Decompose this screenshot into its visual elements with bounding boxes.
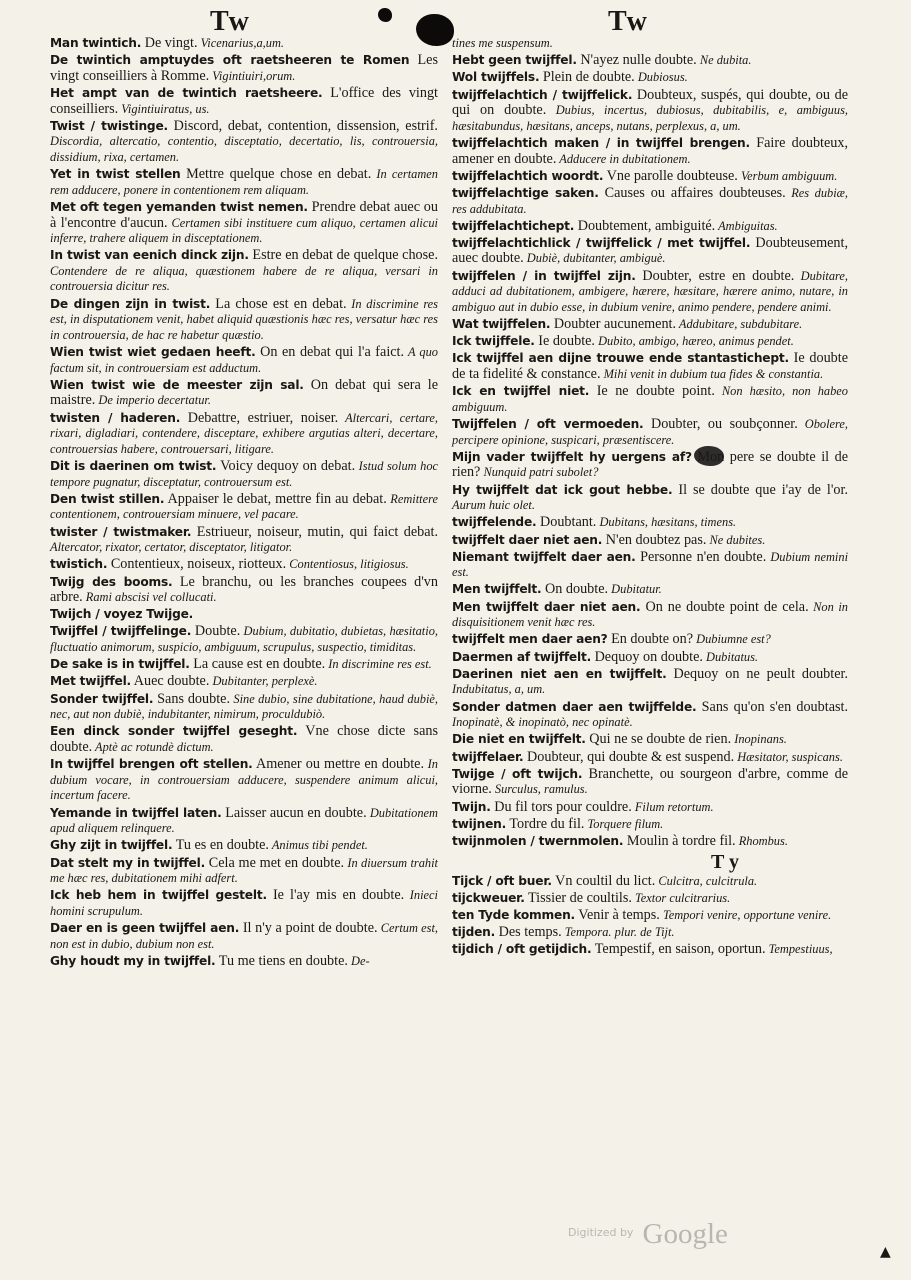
dictionary-entry — [452, 908, 848, 924]
page-header — [0, 6, 911, 40]
entry-headword: Daermen af twijffelt. — [452, 649, 592, 664]
entry-french: Voicy dequoy on debat. — [216, 457, 356, 474]
entry-latin: Tempora. plur. de Tijt. — [561, 925, 675, 940]
dictionary-entry — [452, 269, 848, 316]
dictionary-entry — [50, 888, 438, 919]
entry-headword: De twintich amptuydes oft raetsheeren te Romen — [50, 53, 410, 68]
entry-headword: Daerinen niet aen en twijffelt. — [452, 666, 667, 681]
entry-headword: Twijffelen / oft vermoeden. — [452, 416, 644, 431]
entry-latin: Dubitans, hæsitans, timens. — [596, 515, 737, 530]
entry-latin: Dubium nemini est. — [452, 549, 849, 580]
entry-french: Doubte. — [191, 623, 241, 640]
entry-latin: Verbum ambiguum. — [737, 168, 838, 183]
dictionary-entry — [452, 834, 848, 850]
entry-headword: Ick heb hem in twijffel gestelt. — [50, 888, 267, 903]
dictionary-entry — [452, 450, 848, 481]
entry-french: Doubter, ou soubçonner. — [643, 415, 798, 432]
entry-french: Vne chose dicte sans doubte. — [50, 723, 438, 755]
entry-latin: A quo factum sit, in controuersiam est adductum. — [50, 345, 439, 375]
entry-french: La cause est en doubte. — [189, 656, 326, 673]
entry-latin: Dubito, ambigo, hæreo, animus pendet. — [594, 334, 794, 349]
running-head-left: Tw — [210, 6, 251, 37]
entry-headword: ten Tyde kommen. — [452, 907, 575, 922]
entry-french: Ie doubte de ta fidelité & constance. — [452, 350, 849, 382]
entry-headword: De sake is in twijffel. — [50, 657, 190, 672]
entry-french: Tu me tiens en doubte. — [215, 952, 348, 969]
entry-french: Sans doubte. — [153, 690, 230, 707]
entry-latin: Dubitatus. — [702, 649, 759, 664]
dictionary-entry — [50, 575, 438, 606]
entry-latin: Istud solum hoc tempore pugnatur, disceptatur, controuersum est. — [50, 458, 439, 489]
entry-headword: Tijck / oft buer. — [452, 873, 552, 888]
entry-french: Ie doubte. — [534, 333, 595, 350]
entry-headword: De dingen zijn in twist. — [50, 296, 211, 311]
entry-french: Causes ou affaires doubteuses. — [598, 184, 786, 201]
entry-headword: twijffelt daer niet aen. — [452, 532, 603, 547]
entry-headword: twijffelende. — [452, 515, 537, 530]
entry-headword: Sonder datmen daer aen twijffelde. — [452, 699, 697, 714]
entry-french: Personne n'en doubte. — [635, 548, 767, 565]
entry-french: Ie ne doubte point. — [589, 383, 715, 400]
dictionary-entry — [50, 674, 438, 690]
entry-latin: Aurum huic olet. — [452, 498, 535, 513]
entry-french: Moulin à tordre fil. — [623, 832, 736, 849]
entry-french: Auec doubte. — [130, 673, 210, 690]
entry-latin: Vigintiuiratus, us. — [118, 101, 210, 116]
entry-french: Doubteux, suspés, qui doubte, ou de qui on doubte. — [452, 86, 848, 119]
entry-latin: Dubiosus. — [634, 70, 688, 85]
entry-headword: Twijge / oft twijch. — [452, 766, 583, 781]
entry-headword: In twijffel brengen oft stellen. — [50, 757, 253, 772]
entry-headword: twijffelachtich maken / in twijffel brengen. — [452, 135, 750, 150]
dictionary-entry — [452, 632, 848, 648]
entry-latin: Dubiumne est? — [693, 632, 771, 647]
entry-latin: Dubium, dubitatio, dubietas, hæsitatio, fluctuatio animorum, suspicio, ambiguum, scrupulus, suspectio, timiditas. — [50, 624, 438, 655]
dictionary-entry — [50, 86, 438, 117]
entry-headword: Met oft tegen yemanden twist nemen. — [50, 199, 308, 214]
watermark-digitized-by: Digitized by — [568, 1226, 634, 1239]
entry-headword: Hy twijffelt dat ick gout hebbe. — [452, 482, 673, 497]
entry-headword: Ghy houdt my in twijffel. — [50, 953, 216, 968]
entry-latin: Dubitanter, perplexè. — [209, 674, 318, 689]
entry-latin: In certamen rem adducere, ponere in contentionem rem aliquam. — [50, 167, 438, 197]
entry-latin: Res dubiæ, res addubitata. — [452, 185, 849, 216]
entry-french: Appaiser le debat, mettre fin au debat. — [164, 490, 387, 507]
entry-french: Faire doubteux, amener en doubte. — [452, 134, 849, 167]
entry-headword: twijffelaer. — [452, 749, 524, 764]
entry-latin: In diuersum trahit me hæc res, dubitationem mihi adfert. — [50, 855, 438, 886]
entry-french: Sans qu'on s'en doubtast. — [696, 698, 848, 715]
entry-latin: Indubitatus, a, um. — [452, 682, 546, 697]
entry-latin: Discordia, altercatio, contentio, disceptatio, decertatio, lis, controuersia, dissidium, rixa, certamen. — [50, 134, 438, 164]
entry-headword: twijffelen / in twijffel zijn. — [452, 268, 636, 283]
dictionary-entry — [50, 692, 438, 723]
entry-french: Contentieux, noiseux, riotteux. — [107, 556, 287, 573]
entry-headword: twijnen. — [452, 816, 507, 831]
entry-latin: Contendere de re aliqua, quæstionem habere de re aliqua, versari in controuersia dicitur res. — [50, 263, 438, 294]
right-column-bottom-entries — [452, 874, 848, 958]
entry-headword: Den twist stillen. — [50, 491, 165, 506]
entry-headword: Mijn vader twijffelt hy uergens af? — [452, 449, 692, 464]
entry-french: Il se doubte que i'ay de l'or. — [672, 481, 848, 498]
entry-headword: Twijn. — [452, 799, 491, 814]
entry-latin: De imperio decertatur. — [95, 393, 211, 408]
entry-headword: twijnmolen / twernmolen. — [452, 833, 624, 848]
entry-french: Tissier de coultils. — [524, 889, 632, 906]
dictionary-entry — [452, 186, 848, 217]
dictionary-entry — [452, 417, 848, 448]
entry-headword: Sonder twijffel. — [50, 691, 154, 706]
entry-headword: Die niet en twijffelt. — [452, 732, 586, 747]
dictionary-entry — [452, 874, 848, 890]
digitized-watermark — [568, 1218, 728, 1251]
entry-headword: twister / twistmaker. — [50, 524, 192, 539]
dictionary-entry — [50, 724, 438, 755]
entry-headword: Dat stelt my in twijffel. — [50, 855, 206, 870]
entry-latin: Dubitatur. — [608, 582, 662, 597]
entry-headword: Yet in twist stellen — [50, 167, 181, 182]
entry-latin: Nunquid patri subolet? — [480, 465, 599, 480]
dictionary-entry — [452, 384, 848, 415]
dictionary-entry — [452, 750, 848, 766]
entry-french: Doubtant. — [536, 514, 597, 531]
dictionary-entry — [452, 582, 848, 598]
entry-french: Mettre quelque chose en debat. — [180, 166, 372, 183]
left-column — [50, 36, 438, 971]
entry-latin: Non in disquisitionem venit hæc res. — [452, 599, 848, 630]
entry-latin: Certamen sibi instituere cum aliquo, certamen alicui inferre, trahere aliquem in disceptationem. — [50, 215, 438, 246]
entry-latin: Torquere filum. — [584, 816, 664, 831]
dictionary-entry — [50, 856, 438, 887]
dictionary-entry — [452, 70, 848, 86]
entry-french: Estriueur, noiseur, mutin, qui faict debat. — [191, 523, 438, 540]
entry-french: Vn coultil du lict. — [551, 872, 656, 889]
entry-headword: Wien twist wiet gedaen heeft. — [50, 345, 256, 360]
entry-latin: Textor culcitrarius. — [631, 890, 731, 905]
watermark-google-logo: Google — [642, 1218, 728, 1250]
dictionary-entry — [50, 36, 438, 52]
entry-headword: twijffelt men daer aen? — [452, 632, 608, 647]
entry-french: Dequoy on ne peult doubter. — [666, 665, 849, 682]
dictionary-entry — [50, 459, 438, 490]
entry-headword: twistich. — [50, 557, 108, 572]
entry-headword: tijdich / oft getijdich. — [452, 942, 592, 957]
entry-latin: Vicenarius,a,um. — [197, 36, 285, 50]
dictionary-entry — [452, 732, 848, 748]
entry-french: Doubter, estre en doubte. — [635, 267, 795, 284]
entry-latin: Tempestiuus, — [765, 942, 833, 957]
entry-latin: Animus tibi pendet. — [268, 838, 368, 853]
dictionary-entry — [452, 351, 848, 382]
dictionary-entry — [452, 817, 848, 833]
entry-french: Dequoy on doubte. — [591, 648, 703, 665]
entry-latin: In discrimine res est, in disputationem venit, habet aliquid quæstionis hæc res, versatur hæc res in controuersia, de hac re habetur quæstio. — [50, 296, 439, 342]
dictionary-entry — [50, 607, 438, 623]
dictionary-entry — [452, 515, 848, 531]
dictionary-entry — [452, 334, 848, 350]
entry-latin: Rhombus. — [735, 833, 788, 848]
entry-latin: Dubius, incertus, dubiosus, dubitabilis, e, ambiguus, hæsitabundus, hæsitans, anceps, nutans, perplexus, a, um. — [452, 103, 848, 133]
entry-french: Des temps. — [495, 924, 562, 941]
entry-french: Qui ne se doubte de rien. — [585, 731, 732, 748]
entry-latin: Hæsitator, suspicans. — [734, 749, 843, 764]
entry-headword: Hebt geen twijffel. — [452, 53, 577, 68]
entry-french: En doubte on? — [607, 631, 694, 648]
entry-headword: Ick en twijffel niet. — [452, 384, 590, 399]
entry-latin: Remittere contentionem, controuersiam minuere, vel pacare. — [50, 491, 438, 522]
entry-french: Doubteur, qui doubte & est suspend. — [523, 748, 735, 765]
entry-french: De vingt. — [141, 35, 198, 51]
entry-headword: Daer en is geen twijffel aen. — [50, 921, 240, 936]
entry-french: N'ayez nulle doubte. — [576, 52, 697, 69]
dictionary-entry — [50, 378, 438, 409]
dictionary-entry — [50, 167, 438, 198]
entry-headword: Twijch / voyez Twijge. — [50, 607, 194, 622]
dictionary-entry — [452, 667, 848, 698]
dictionary-entry — [452, 36, 848, 52]
dictionary-entry — [50, 954, 438, 970]
entry-french: Doubter aucunement. — [550, 316, 677, 333]
entry-latin: Non hæsito, non habeo ambiguum. — [452, 384, 849, 414]
section-letter-ty: T y — [711, 850, 739, 873]
entry-french: Les vingt conseilliers à Romme. — [50, 52, 438, 84]
dictionary-entry — [452, 136, 848, 167]
entry-french: Amener ou mettre en doubte. — [252, 756, 425, 773]
entry-french: Le branchu, ou les branches coupees d'vn arbre. — [50, 573, 438, 606]
dictionary-entry — [50, 838, 438, 854]
entry-latin: Ne dubites. — [706, 532, 766, 547]
entry-french: Tempestif, en saison, oportun. — [591, 941, 766, 958]
entry-french: Prendre debat auec ou à l'encontre d'aucun. — [50, 198, 438, 231]
dictionary-entry — [50, 806, 438, 837]
entry-headword: twijffelachtichept. — [452, 218, 575, 233]
entry-latin: Altercari, certare, rixari, digladiari, contendere, disceptare, exhibere argutias alteri, decertare, controuersias habere, controuersari, litigare. — [50, 410, 438, 456]
dictionary-entry — [50, 757, 438, 804]
dictionary-entry — [50, 345, 438, 376]
dictionary-entry — [50, 624, 438, 655]
entry-latin: De- — [347, 953, 370, 968]
entry-french: Du fil tors pour couldre. — [490, 798, 632, 815]
dictionary-entry — [452, 650, 848, 666]
entry-latin: In dubium vocare, in controuersiam adducere, suspendere animum alicui, incertum facere. — [50, 757, 439, 803]
dictionary-entry — [50, 53, 438, 84]
entry-latin: Tempori venire, opportune venire. — [659, 907, 832, 922]
dictionary-entry — [50, 492, 438, 523]
entry-french: Branchette, ou sourgeon d'arbre, comme de viorne. — [452, 765, 849, 798]
dictionary-entry — [452, 53, 848, 69]
dictionary-entry — [452, 600, 848, 631]
entry-latin: Mihi venit in dubium tua fides & constantia. — [600, 367, 824, 381]
entry-french: Doubteusement, auec doubte. — [452, 234, 848, 267]
entry-latin: Contentiosus, litigiosus. — [286, 557, 409, 572]
entry-latin: Surculus, ramulus. — [491, 782, 588, 797]
entry-latin: Adducere in dubitationem. — [556, 151, 691, 166]
entry-latin: Altercator, rixator, certator, disceptator, litigator. — [50, 540, 293, 555]
dictionary-entry — [452, 700, 848, 731]
entry-french: Cela me met en doubte. — [205, 854, 345, 871]
entry-headword: twijffelachtichlick / twijffelick / met twijffel. — [452, 235, 751, 250]
entry-headword: twijffelachtich woordt. — [452, 168, 604, 183]
entry-french: Plein de doubte. — [539, 69, 635, 86]
entry-french: Il n'y a point de doubte. — [239, 920, 378, 937]
entry-latin: Dubitare, adduci ad dubitationem, ambigere, hærere, hæsitare, hærere animo, nutare, in ambiguo aut in dubio esse, in dubium venire, animo pendere, pendere animi. — [452, 268, 848, 314]
entry-headword: tijden. — [452, 925, 496, 940]
entry-latin: Filum retortum. — [631, 799, 714, 814]
entry-latin: Inopinans. — [731, 732, 787, 747]
entry-french: Laisser aucun en doubte. — [221, 804, 367, 821]
running-head-right: Tw — [608, 6, 649, 37]
dictionary-entry — [452, 169, 848, 185]
dictionary-entry — [452, 550, 848, 581]
entry-french: Tu es en doubte. — [172, 837, 269, 854]
entry-headword: Dit is daerinen om twist. — [50, 458, 217, 473]
entry-headword: Ghy zijt in twijffel. — [50, 838, 173, 853]
entry-french: On debat qui sera le maistre. — [50, 376, 438, 409]
entry-french: L'office des vingt conseilliers. — [50, 84, 438, 117]
entry-latin: Inopinatè, & inopinatò, nec opinatè. — [452, 715, 633, 730]
entry-french: Estre en debat de quelque chose. — [248, 247, 438, 264]
entry-latin: In discrimine res est. — [325, 657, 432, 672]
entry-french: Discord, debat, contention, dissension, estrif. — [167, 117, 438, 134]
entry-latin: tines me suspensum. — [452, 36, 553, 50]
entry-latin: Rami abscisi vel collucati. — [82, 590, 217, 605]
entry-headword: Twijffel / twijffelinge. — [50, 624, 192, 639]
entry-headword: Ick twijffel aen dijne trouwe ende stantastichept. — [452, 351, 789, 366]
entry-french: La chose est en debat. — [210, 295, 347, 312]
entry-french: Vne parolle doubteuse. — [603, 167, 738, 184]
entry-headword: tijckweuer. — [452, 890, 525, 905]
entry-latin: Dubitationem apud aliquem relinquere. — [50, 805, 438, 836]
entry-french: On ne doubte point de cela. — [640, 598, 809, 615]
entry-latin: Ambiguitas. — [715, 218, 778, 233]
entry-headword: twijffelachtige saken. — [452, 185, 599, 200]
entry-headword: Wat twijffelen. — [452, 317, 551, 332]
entry-headword: Twijg des booms. — [50, 574, 173, 589]
entry-headword: twijffelachtich / twijffelick. — [452, 87, 633, 102]
entry-latin: Sine dubio, sine dubitatione, haud dubiè, nec, aut non dubiè, indubitanter, nimirum, proculdubiò. — [50, 691, 438, 722]
dictionary-entry — [50, 248, 438, 295]
right-column — [452, 36, 848, 959]
entry-french: On en debat qui l'a faict. — [255, 344, 405, 361]
entry-headword: Twist / twistinge. — [50, 118, 168, 133]
entry-french: N'en doubtez pas. — [602, 531, 707, 548]
dictionary-entry — [452, 767, 848, 798]
dictionary-entry — [452, 88, 848, 135]
entry-latin: Obolere, percipere opinione, suspicari, præsentiscere. — [452, 416, 849, 447]
dictionary-entry — [50, 119, 438, 166]
entry-headword: Men twijffelt. — [452, 582, 542, 597]
entry-latin: Culcitra, culcitrula. — [655, 873, 758, 888]
entry-headword: Man twintich. — [50, 36, 142, 50]
dictionary-entry — [452, 236, 848, 267]
dictionary-entry — [50, 557, 438, 573]
entry-french: Doubtement, ambiguité. — [574, 217, 716, 234]
entry-headword: Wol twijffels. — [452, 70, 540, 85]
entry-french: Mon pere se doubte il de rien? — [452, 448, 849, 481]
entry-french: On doubte. — [541, 581, 609, 598]
entry-french: Tordre du fil. — [506, 815, 585, 832]
dictionary-entry — [50, 657, 438, 673]
entry-latin: Aptè ac rotundè dictum. — [92, 740, 214, 754]
dictionary-entry — [452, 219, 848, 235]
right-column-top-entries — [452, 36, 848, 850]
entry-headword: Men twijffelt daer niet aen. — [452, 599, 641, 614]
entry-latin: Ne dubita. — [696, 53, 752, 68]
entry-headword: Niemant twijffelt daer aen. — [452, 549, 636, 564]
entry-latin: Addubitare, subdubitare. — [676, 317, 803, 332]
entry-french: Debattre, estriuer, noiser. — [180, 409, 339, 426]
entry-headword: Ick twijffele. — [452, 334, 535, 349]
entry-latin: Vigintiuiri,orum. — [209, 68, 296, 83]
entry-headword: Yemande in twijffel laten. — [50, 805, 222, 820]
dictionary-entry — [452, 483, 848, 514]
dictionary-entry — [50, 921, 438, 952]
ink-blot-small — [378, 8, 392, 22]
dictionary-entry — [50, 525, 438, 556]
entry-headword: Een dinck sonder twijffel geseght. — [50, 724, 298, 739]
dictionary-entry — [452, 942, 848, 958]
dictionary-entry — [50, 297, 438, 344]
corner-mark-icon: ▲ — [880, 1244, 891, 1260]
dictionary-entry — [452, 925, 848, 941]
entry-headword: twisten / haderen. — [50, 410, 181, 425]
entry-french: Venir à temps. — [574, 906, 660, 923]
entry-french: Ie l'ay mis en doubte. — [266, 887, 405, 904]
dictionary-entry — [452, 891, 848, 907]
entry-headword: Het ampt van de twintich raetsheere. — [50, 85, 323, 100]
dictionary-entry — [50, 200, 438, 247]
dictionary-entry — [452, 800, 848, 816]
entry-latin: Inieci homini scrupulum. — [50, 888, 438, 918]
dictionary-entry — [452, 533, 848, 549]
entry-latin: Dubiè, dubitanter, ambiguè. — [523, 251, 666, 266]
entry-headword: In twist van eenich dinck zijn. — [50, 248, 249, 263]
entry-latin: Certum est, non est in dubio, dubium non est. — [50, 921, 438, 951]
entry-headword: Met twijffel. — [50, 674, 131, 689]
dictionary-entry — [50, 411, 438, 458]
dictionary-entry — [452, 317, 848, 333]
entry-headword: Wien twist wie de meester zijn sal. — [50, 377, 304, 392]
